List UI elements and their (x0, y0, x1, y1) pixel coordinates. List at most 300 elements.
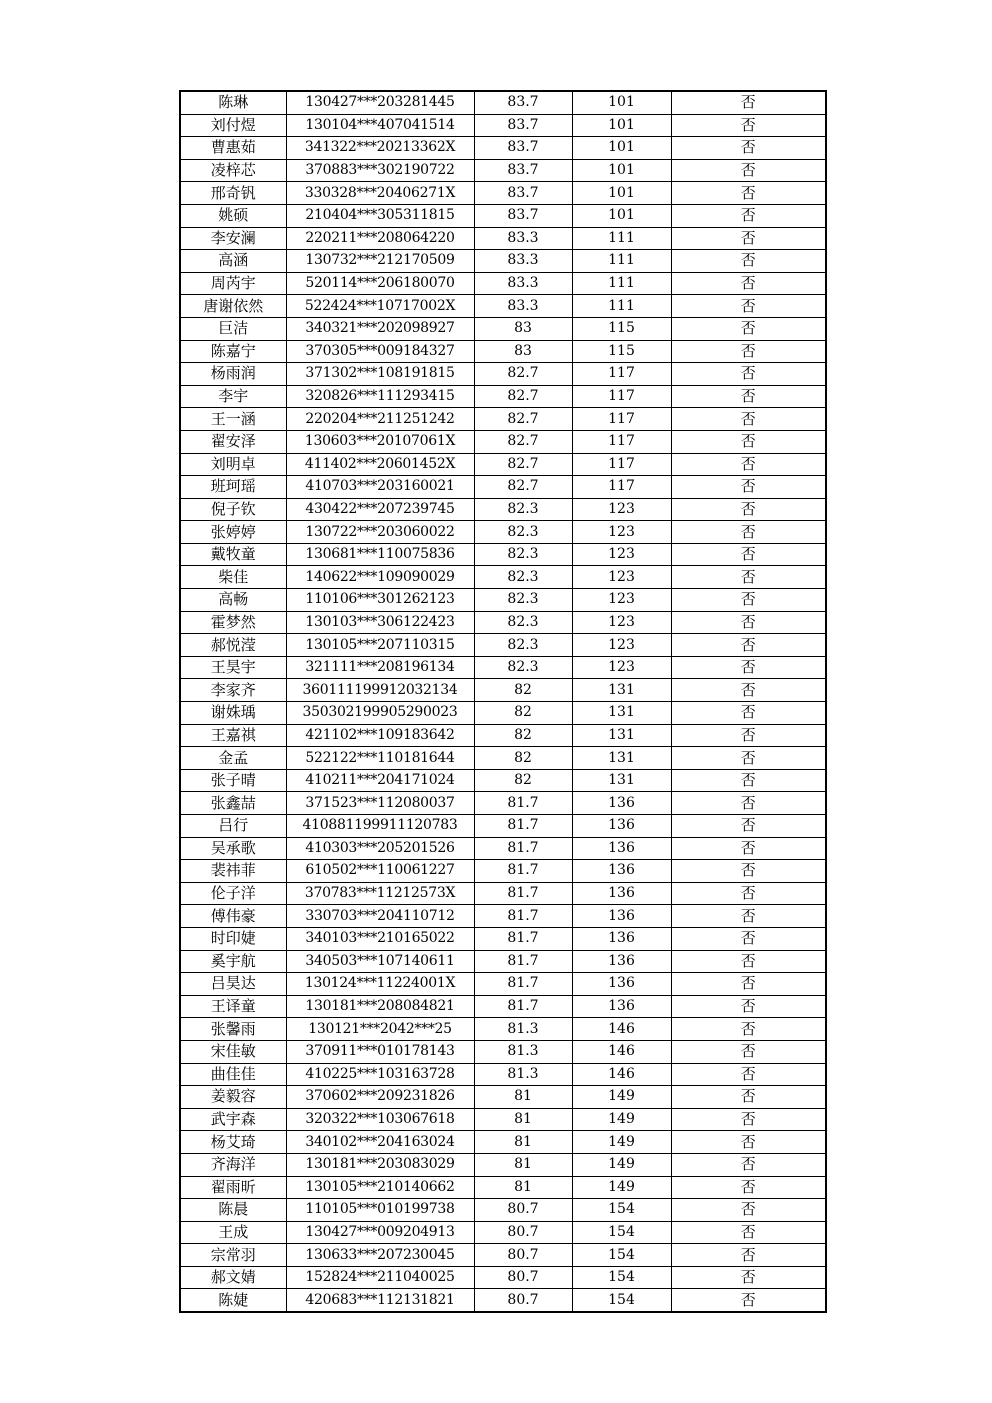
cell-name: 傅伟豪 (180, 905, 286, 928)
cell-flag: 否 (671, 634, 826, 657)
cell-score: 82.3 (474, 543, 572, 566)
cell-flag: 否 (671, 250, 826, 273)
table-row (180, 837, 826, 860)
cell-flag: 否 (671, 1086, 826, 1109)
cell-flag: 否 (671, 792, 826, 815)
cell-score: 82 (474, 747, 572, 770)
table-row (180, 453, 826, 476)
cell-id-number: 430422***207239745 (286, 498, 474, 521)
table-row (180, 295, 826, 318)
cell-rank: 136 (572, 905, 671, 928)
table-row (180, 227, 826, 250)
cell-flag: 否 (671, 860, 826, 883)
cell-id-number: 130121***2042***25 (286, 1018, 474, 1041)
cell-score: 82.3 (474, 521, 572, 544)
cell-flag: 否 (671, 430, 826, 453)
cell-name: 刘付煜 (180, 114, 286, 137)
cell-flag: 否 (671, 927, 826, 950)
cell-name: 杨艾琦 (180, 1131, 286, 1154)
cell-score: 82.7 (474, 385, 572, 408)
cell-name: 裴祎菲 (180, 860, 286, 883)
cell-name: 翟雨昕 (180, 1176, 286, 1199)
cell-name: 陈晨 (180, 1199, 286, 1222)
table-row (180, 521, 826, 544)
cell-score: 82 (474, 679, 572, 702)
cell-name: 凌梓芯 (180, 159, 286, 182)
cell-score: 81.7 (474, 792, 572, 815)
cell-flag: 否 (671, 114, 826, 137)
cell-score: 81.7 (474, 860, 572, 883)
cell-flag: 否 (671, 453, 826, 476)
cell-rank: 136 (572, 882, 671, 905)
cell-id-number: 341322***20213362X (286, 137, 474, 160)
cell-id-number: 220204***211251242 (286, 408, 474, 431)
cell-rank: 131 (572, 679, 671, 702)
cell-score: 83.3 (474, 272, 572, 295)
cell-name: 郝文婧 (180, 1266, 286, 1289)
cell-score: 82.3 (474, 498, 572, 521)
cell-id-number: 140622***109090029 (286, 566, 474, 589)
cell-flag: 否 (671, 317, 826, 340)
cell-score: 81.3 (474, 1040, 572, 1063)
cell-name: 王嘉祺 (180, 724, 286, 747)
cell-id-number: 371302***108191815 (286, 363, 474, 386)
cell-id-number: 130427***009204913 (286, 1221, 474, 1244)
table-row (180, 1153, 826, 1176)
cell-score: 82 (474, 769, 572, 792)
cell-rank: 101 (572, 114, 671, 137)
cell-name: 曲佳佳 (180, 1063, 286, 1086)
cell-name: 曹惠茹 (180, 137, 286, 160)
cell-rank: 115 (572, 340, 671, 363)
cell-flag: 否 (671, 905, 826, 928)
cell-name: 陈琳 (180, 91, 286, 114)
cell-score: 80.7 (474, 1244, 572, 1267)
table-row (180, 1266, 826, 1289)
cell-id-number: 522424***10717002X (286, 295, 474, 318)
cell-id-number: 410703***203160021 (286, 476, 474, 499)
table-row (180, 91, 826, 114)
cell-score: 82.3 (474, 634, 572, 657)
cell-id-number: 421102***109183642 (286, 724, 474, 747)
cell-rank: 117 (572, 363, 671, 386)
cell-rank: 154 (572, 1289, 671, 1312)
cell-id-number: 130105***207110315 (286, 634, 474, 657)
table-row (180, 769, 826, 792)
cell-rank: 136 (572, 950, 671, 973)
cell-flag: 否 (671, 769, 826, 792)
cell-name: 李家齐 (180, 679, 286, 702)
cell-id-number: 130181***208084821 (286, 995, 474, 1018)
cell-flag: 否 (671, 1153, 826, 1176)
cell-rank: 136 (572, 995, 671, 1018)
cell-rank: 154 (572, 1199, 671, 1222)
cell-score: 81.7 (474, 927, 572, 950)
cell-name: 吕昊达 (180, 973, 286, 996)
cell-flag: 否 (671, 815, 826, 838)
cell-rank: 154 (572, 1266, 671, 1289)
cell-name: 班珂瑶 (180, 476, 286, 499)
cell-score: 81.3 (474, 1018, 572, 1041)
cell-flag: 否 (671, 498, 826, 521)
cell-name: 张馨雨 (180, 1018, 286, 1041)
cell-id-number: 522122***110181644 (286, 747, 474, 770)
cell-name: 巨洁 (180, 317, 286, 340)
cell-flag: 否 (671, 679, 826, 702)
table-row (180, 543, 826, 566)
cell-flag: 否 (671, 747, 826, 770)
cell-rank: 136 (572, 792, 671, 815)
cell-score: 80.7 (474, 1289, 572, 1312)
cell-rank: 123 (572, 634, 671, 657)
table-row (180, 1063, 826, 1086)
cell-flag: 否 (671, 1131, 826, 1154)
cell-rank: 123 (572, 656, 671, 679)
cell-score: 82 (474, 724, 572, 747)
cell-id-number: 130104***407041514 (286, 114, 474, 137)
cell-id-number: 110105***010199738 (286, 1199, 474, 1222)
cell-score: 81.7 (474, 837, 572, 860)
cell-flag: 否 (671, 1266, 826, 1289)
cell-id-number: 320826***111293415 (286, 385, 474, 408)
cell-name: 宗常羽 (180, 1244, 286, 1267)
cell-rank: 117 (572, 408, 671, 431)
table-row (180, 905, 826, 928)
table-row (180, 927, 826, 950)
table-row (180, 1086, 826, 1109)
cell-rank: 131 (572, 724, 671, 747)
cell-id-number: 130105***210140662 (286, 1176, 474, 1199)
cell-name: 金孟 (180, 747, 286, 770)
cell-id-number: 370883***302190722 (286, 159, 474, 182)
cell-id-number: 130633***207230045 (286, 1244, 474, 1267)
cell-id-number: 340503***107140611 (286, 950, 474, 973)
table-row (180, 340, 826, 363)
cell-id-number: 360111199912032134 (286, 679, 474, 702)
table-row (180, 589, 826, 612)
cell-name: 吕行 (180, 815, 286, 838)
cell-flag: 否 (671, 566, 826, 589)
cell-rank: 123 (572, 611, 671, 634)
cell-flag: 否 (671, 995, 826, 1018)
cell-rank: 101 (572, 137, 671, 160)
cell-name: 高涵 (180, 250, 286, 273)
cell-id-number: 130732***212170509 (286, 250, 474, 273)
cell-flag: 否 (671, 973, 826, 996)
cell-id-number: 340103***210165022 (286, 927, 474, 950)
cell-flag: 否 (671, 1063, 826, 1086)
cell-score: 81.7 (474, 950, 572, 973)
cell-id-number: 410211***204171024 (286, 769, 474, 792)
cell-rank: 136 (572, 860, 671, 883)
cell-name: 时印婕 (180, 927, 286, 950)
cell-score: 81.7 (474, 995, 572, 1018)
cell-flag: 否 (671, 837, 826, 860)
table-row (180, 656, 826, 679)
cell-name: 吴承歌 (180, 837, 286, 860)
cell-name: 郝悦滢 (180, 634, 286, 657)
cell-score: 83.7 (474, 204, 572, 227)
cell-score: 83.7 (474, 114, 572, 137)
cell-flag: 否 (671, 204, 826, 227)
cell-flag: 否 (671, 227, 826, 250)
cell-flag: 否 (671, 702, 826, 725)
cell-score: 83.7 (474, 91, 572, 114)
cell-score: 82.7 (474, 408, 572, 431)
cell-flag: 否 (671, 137, 826, 160)
cell-name: 武宇森 (180, 1108, 286, 1131)
table-row (180, 408, 826, 431)
cell-id-number: 370602***209231826 (286, 1086, 474, 1109)
table-row (180, 815, 826, 838)
cell-id-number: 370305***009184327 (286, 340, 474, 363)
cell-flag: 否 (671, 363, 826, 386)
cell-name: 刘明卓 (180, 453, 286, 476)
cell-name: 高畅 (180, 589, 286, 612)
table-row (180, 1108, 826, 1131)
cell-id-number: 410303***205201526 (286, 837, 474, 860)
cell-score: 83.3 (474, 250, 572, 273)
cell-id-number: 152824***211040025 (286, 1266, 474, 1289)
cell-score: 82 (474, 702, 572, 725)
cell-rank: 117 (572, 385, 671, 408)
cell-rank: 149 (572, 1176, 671, 1199)
cell-flag: 否 (671, 1221, 826, 1244)
cell-rank: 111 (572, 272, 671, 295)
cell-rank: 101 (572, 91, 671, 114)
table-row (180, 498, 826, 521)
table-row (180, 1040, 826, 1063)
cell-rank: 149 (572, 1131, 671, 1154)
cell-id-number: 420683***112131821 (286, 1289, 474, 1312)
cell-rank: 123 (572, 589, 671, 612)
cell-flag: 否 (671, 295, 826, 318)
table-row (180, 1018, 826, 1041)
cell-id-number: 210404***305311815 (286, 204, 474, 227)
cell-rank: 117 (572, 453, 671, 476)
cell-id-number: 350302199905290023 (286, 702, 474, 725)
cell-flag: 否 (671, 724, 826, 747)
cell-name: 王昊宇 (180, 656, 286, 679)
table-row (180, 204, 826, 227)
cell-name: 奚宇航 (180, 950, 286, 973)
cell-name: 倪子钦 (180, 498, 286, 521)
cell-score: 80.7 (474, 1221, 572, 1244)
cell-score: 81.7 (474, 973, 572, 996)
cell-rank: 136 (572, 837, 671, 860)
cell-score: 81 (474, 1131, 572, 1154)
table-row (180, 250, 826, 273)
cell-id-number: 410881199911120783 (286, 815, 474, 838)
cell-flag: 否 (671, 1244, 826, 1267)
cell-id-number: 321111***208196134 (286, 656, 474, 679)
cell-score: 83.7 (474, 159, 572, 182)
cell-flag: 否 (671, 1040, 826, 1063)
cell-score: 83 (474, 340, 572, 363)
cell-rank: 117 (572, 476, 671, 499)
cell-rank: 101 (572, 204, 671, 227)
cell-name: 伦子洋 (180, 882, 286, 905)
cell-name: 霍梦然 (180, 611, 286, 634)
table-row (180, 385, 826, 408)
cell-score: 82.3 (474, 566, 572, 589)
cell-rank: 131 (572, 769, 671, 792)
cell-score: 83.3 (474, 295, 572, 318)
table-row (180, 1221, 826, 1244)
cell-name: 齐海洋 (180, 1153, 286, 1176)
cell-score: 82.3 (474, 611, 572, 634)
cell-id-number: 130722***203060022 (286, 521, 474, 544)
table-row (180, 702, 826, 725)
cell-name: 张婷婷 (180, 521, 286, 544)
cell-id-number: 371523***112080037 (286, 792, 474, 815)
table-row (180, 882, 826, 905)
table-row (180, 317, 826, 340)
cell-score: 81.3 (474, 1063, 572, 1086)
cell-rank: 123 (572, 521, 671, 544)
cell-name: 唐谢依然 (180, 295, 286, 318)
score-table (179, 90, 827, 1313)
table-row (180, 159, 826, 182)
cell-name: 陈婕 (180, 1289, 286, 1312)
cell-flag: 否 (671, 476, 826, 499)
cell-rank: 115 (572, 317, 671, 340)
cell-rank: 111 (572, 250, 671, 273)
cell-id-number: 320322***103067618 (286, 1108, 474, 1131)
cell-name: 杨雨润 (180, 363, 286, 386)
cell-flag: 否 (671, 1176, 826, 1199)
cell-name: 李安澜 (180, 227, 286, 250)
table-row (180, 679, 826, 702)
cell-id-number: 520114***206180070 (286, 272, 474, 295)
cell-flag: 否 (671, 882, 826, 905)
cell-score: 83.7 (474, 137, 572, 160)
cell-score: 82.7 (474, 363, 572, 386)
cell-name: 戴牧童 (180, 543, 286, 566)
table-row (180, 611, 826, 634)
cell-rank: 101 (572, 159, 671, 182)
table-row (180, 476, 826, 499)
cell-score: 81.7 (474, 815, 572, 838)
cell-name: 翟安泽 (180, 430, 286, 453)
cell-rank: 101 (572, 182, 671, 205)
cell-rank: 146 (572, 1063, 671, 1086)
table-row (180, 634, 826, 657)
table-row (180, 566, 826, 589)
cell-rank: 111 (572, 227, 671, 250)
cell-name: 王成 (180, 1221, 286, 1244)
cell-flag: 否 (671, 408, 826, 431)
cell-score: 81.7 (474, 905, 572, 928)
cell-name: 周芮宇 (180, 272, 286, 295)
cell-rank: 149 (572, 1086, 671, 1109)
cell-id-number: 370911***010178143 (286, 1040, 474, 1063)
cell-flag: 否 (671, 385, 826, 408)
cell-flag: 否 (671, 1289, 826, 1312)
cell-name: 柴佳 (180, 566, 286, 589)
cell-flag: 否 (671, 182, 826, 205)
cell-rank: 123 (572, 543, 671, 566)
cell-id-number: 130603***20107061X (286, 430, 474, 453)
table-row (180, 272, 826, 295)
cell-flag: 否 (671, 543, 826, 566)
cell-id-number: 330328***20406271X (286, 182, 474, 205)
cell-flag: 否 (671, 272, 826, 295)
cell-flag: 否 (671, 159, 826, 182)
cell-flag: 否 (671, 589, 826, 612)
cell-rank: 111 (572, 295, 671, 318)
cell-score: 81 (474, 1153, 572, 1176)
table-row (180, 747, 826, 770)
cell-id-number: 110106***301262123 (286, 589, 474, 612)
cell-flag: 否 (671, 521, 826, 544)
cell-name: 王一涵 (180, 408, 286, 431)
cell-rank: 117 (572, 430, 671, 453)
cell-name: 李宇 (180, 385, 286, 408)
cell-rank: 149 (572, 1153, 671, 1176)
cell-score: 82.7 (474, 476, 572, 499)
cell-score: 83 (474, 317, 572, 340)
cell-rank: 136 (572, 927, 671, 950)
cell-flag: 否 (671, 611, 826, 634)
cell-rank: 131 (572, 702, 671, 725)
cell-id-number: 610502***110061227 (286, 860, 474, 883)
cell-id-number: 130181***203083029 (286, 1153, 474, 1176)
cell-name: 邢奇钒 (180, 182, 286, 205)
table-row (180, 860, 826, 883)
table-row (180, 724, 826, 747)
table-row (180, 973, 826, 996)
table-row (180, 1244, 826, 1267)
cell-id-number: 130124***11224001X (286, 973, 474, 996)
table-row (180, 182, 826, 205)
cell-name: 陈嘉宁 (180, 340, 286, 363)
cell-score: 83.3 (474, 227, 572, 250)
table-row (180, 363, 826, 386)
cell-flag: 否 (671, 1199, 826, 1222)
table-row (180, 995, 826, 1018)
cell-score: 80.7 (474, 1266, 572, 1289)
cell-name: 姚硕 (180, 204, 286, 227)
cell-name: 姜毅容 (180, 1086, 286, 1109)
cell-name: 谢姝瑀 (180, 702, 286, 725)
cell-id-number: 130427***203281445 (286, 91, 474, 114)
cell-rank: 123 (572, 566, 671, 589)
cell-flag: 否 (671, 1108, 826, 1131)
cell-score: 82.3 (474, 589, 572, 612)
cell-score: 82.3 (474, 656, 572, 679)
table-row (180, 792, 826, 815)
cell-rank: 123 (572, 498, 671, 521)
cell-id-number: 220211***208064220 (286, 227, 474, 250)
table-row (180, 1131, 826, 1154)
cell-rank: 149 (572, 1108, 671, 1131)
table-row (180, 1176, 826, 1199)
table-row (180, 950, 826, 973)
table-row (180, 114, 826, 137)
cell-score: 81 (474, 1108, 572, 1131)
cell-score: 81 (474, 1176, 572, 1199)
cell-id-number: 370783***11212573X (286, 882, 474, 905)
table-row (180, 430, 826, 453)
cell-score: 81 (474, 1086, 572, 1109)
cell-name: 张鑫喆 (180, 792, 286, 815)
cell-id-number: 130681***110075836 (286, 543, 474, 566)
cell-id-number: 410225***103163728 (286, 1063, 474, 1086)
cell-rank: 146 (572, 1040, 671, 1063)
cell-name: 张子晴 (180, 769, 286, 792)
cell-flag: 否 (671, 656, 826, 679)
